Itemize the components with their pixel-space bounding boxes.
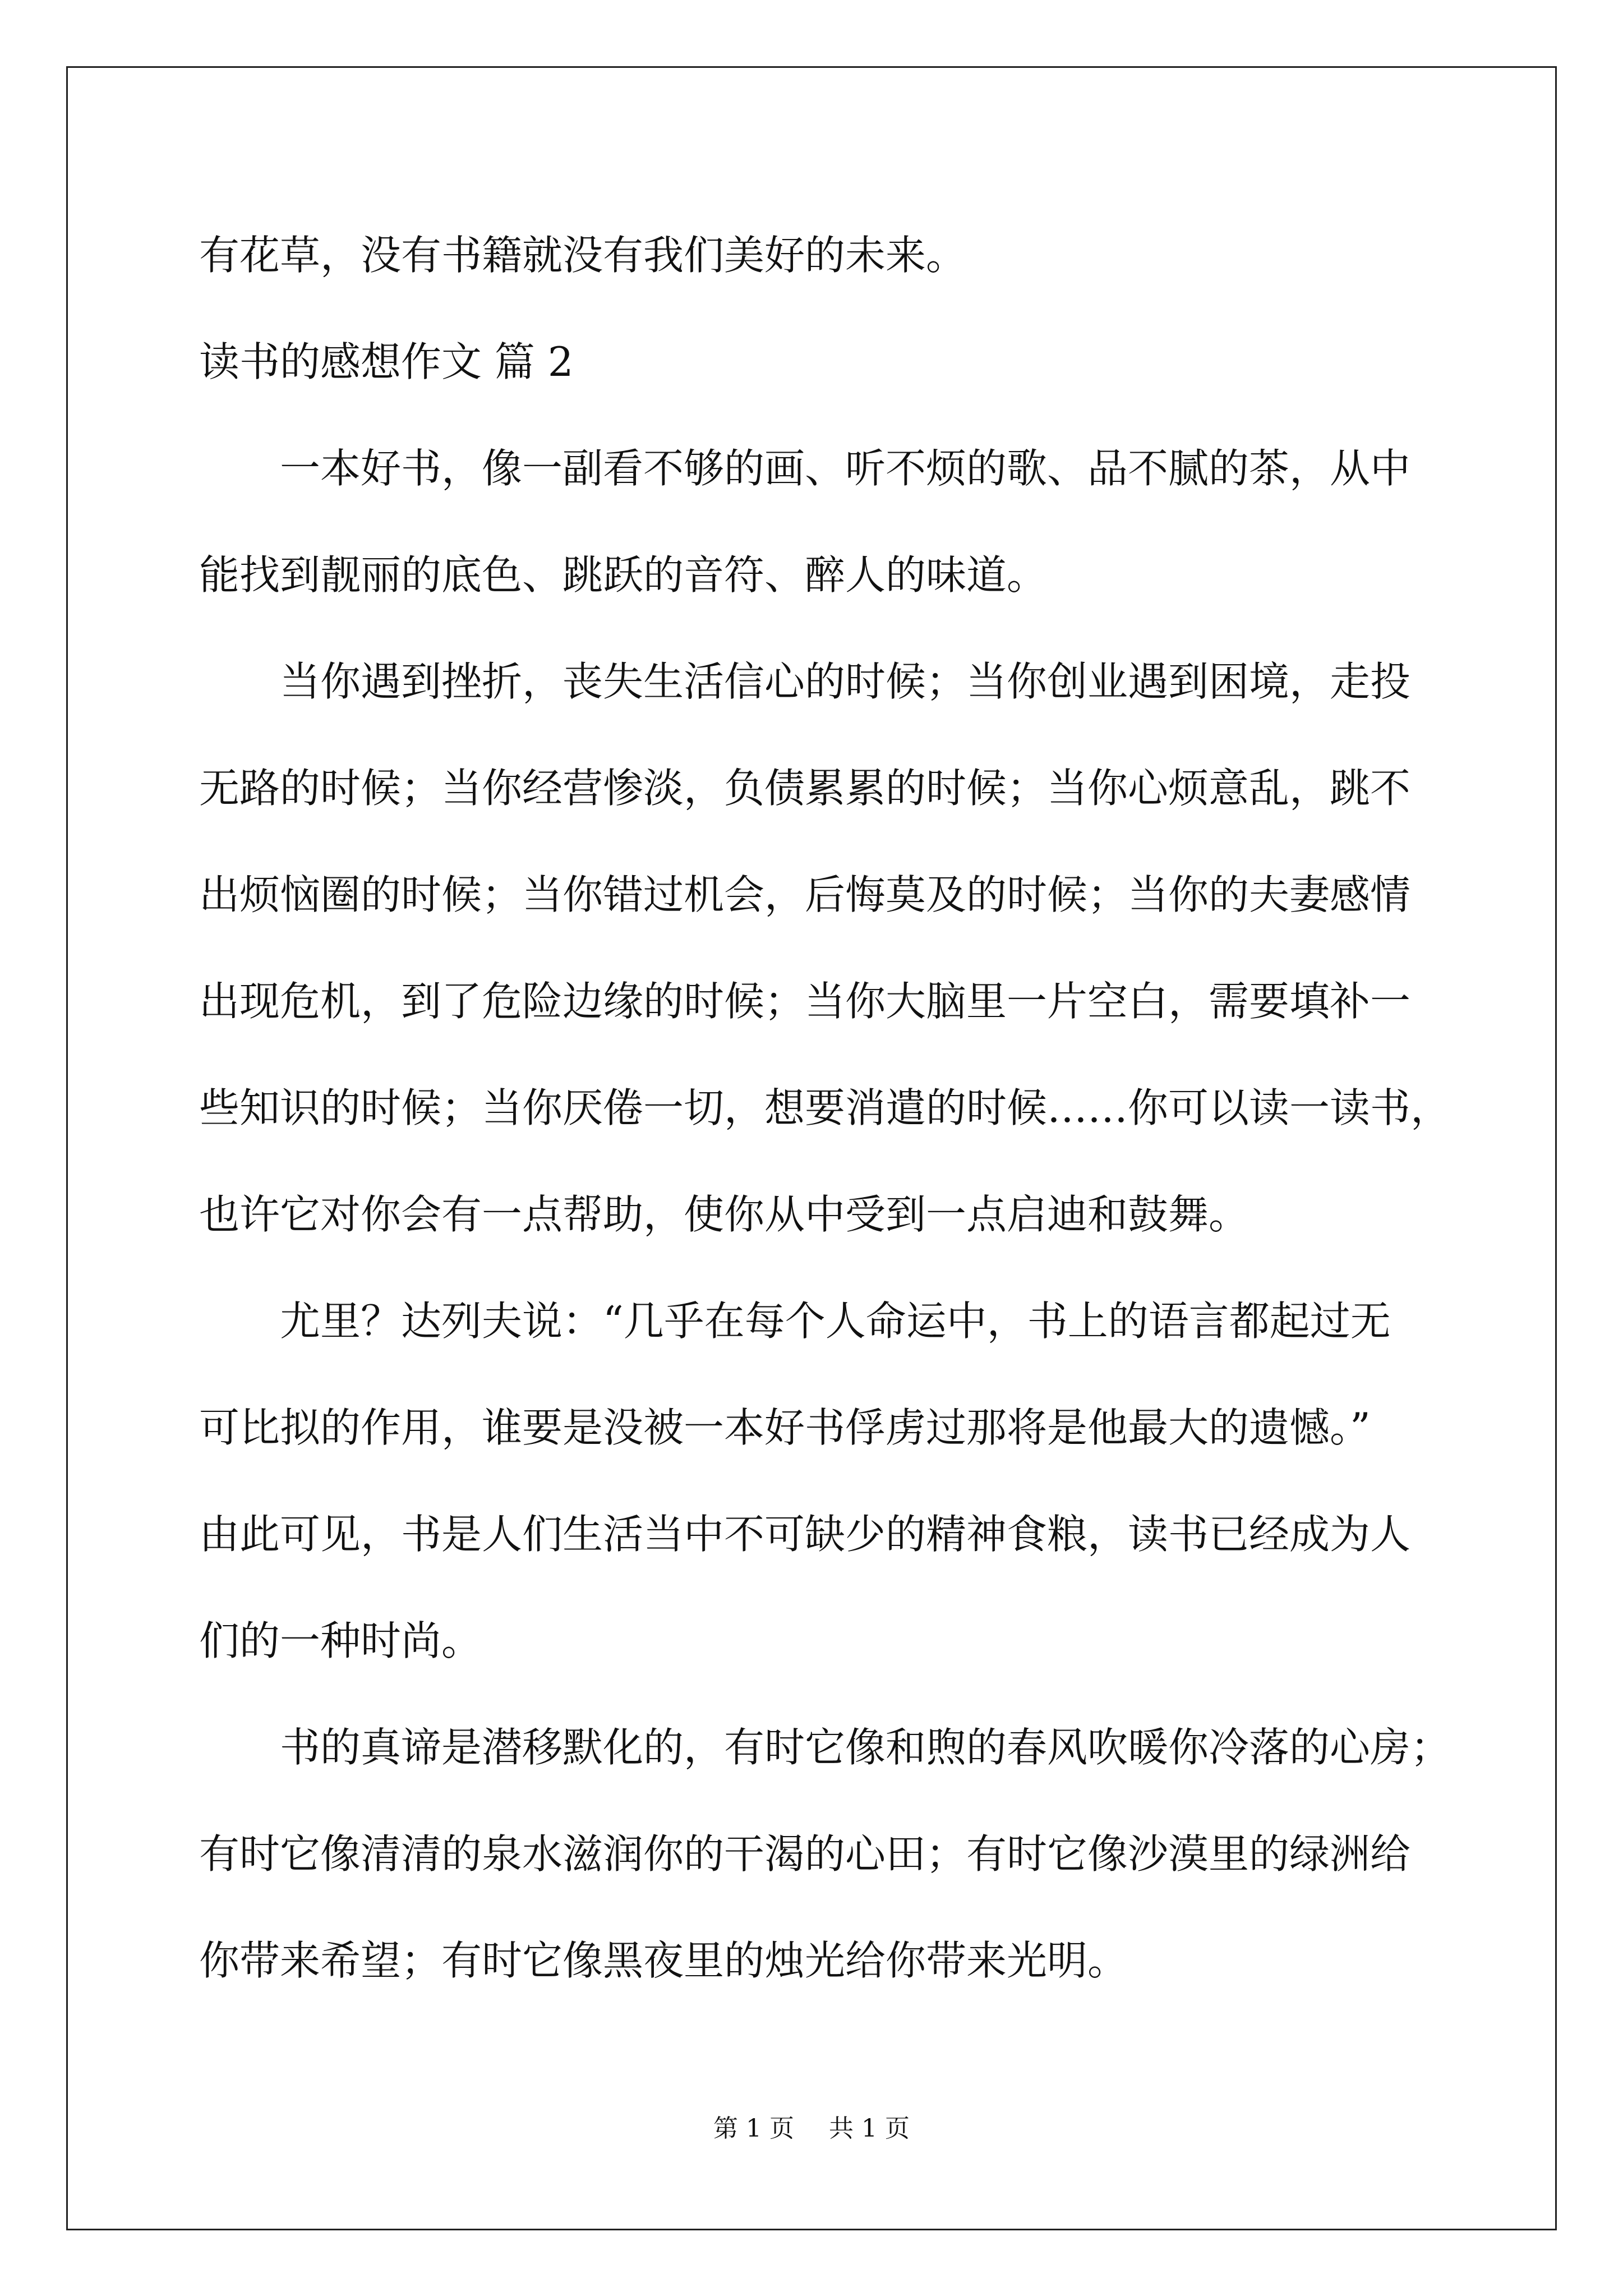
text-line: 也许它对你会有一点帮助，使你从中受到一点启迪和鼓舞。 <box>199 1191 1249 1238</box>
page-total: 共 1 页 <box>829 2114 910 2143</box>
text-line: 们的一种时尚。 <box>199 1617 482 1664</box>
text-line: 些知识的时候；当你厌倦一切，想要消遣的时候……你可以读一读书， <box>199 1084 1451 1131</box>
text-line: 当你遇到挫折，丧失生活信心的时候；当你创业遇到困境，走投 <box>280 658 1411 705</box>
text-line: 出现危机，到了危险边缘的时候；当你大脑里一片空白，需要填补一 <box>199 978 1411 1025</box>
text-line: 书的真谛是潜移默化的，有时它像和煦的春风吹暖你冷落的心房； <box>280 1724 1451 1771</box>
text-line: 能找到靓丽的底色、跳跃的音符、醉人的味道。 <box>199 551 1048 599</box>
text-line: 一本好书，像一副看不够的画、听不烦的歌、品不腻的茶，从中 <box>280 445 1411 492</box>
text-line: 可比拟的作用，谁要是没被一本好书俘虏过那将是他最大的遗憾。” <box>199 1404 1371 1451</box>
text-line: 无路的时候；当你经营惨淡，负债累累的时候；当你心烦意乱，跳不 <box>199 765 1411 812</box>
text-line: 有花草，没有书籍就没有我们美好的未来。 <box>199 232 967 279</box>
text-line: 出烦恼圈的时候；当你错过机会，后悔莫及的时候；当你的夫妻感情 <box>199 871 1411 918</box>
text-line: 尤里？达列夫说：“几乎在每个人命运中，书上的语言都起过无 <box>280 1297 1391 1345</box>
page-footer <box>0 2112 1623 2146</box>
document-body <box>199 202 1451 2014</box>
page-number: 第 1 页 <box>713 2114 794 2143</box>
text-line: 你带来希望；有时它像黑夜里的烛光给你带来光明。 <box>199 1937 1128 1984</box>
section-heading: 读书的感想作文 篇 2 <box>199 338 574 385</box>
text-line: 由此可见，书是人们生活当中不可缺少的精神食粮，读书已经成为人 <box>199 1511 1411 1558</box>
text-line: 有时它像清清的泉水滋润你的干渴的心田；有时它像沙漠里的绿洲给 <box>199 1830 1411 1878</box>
